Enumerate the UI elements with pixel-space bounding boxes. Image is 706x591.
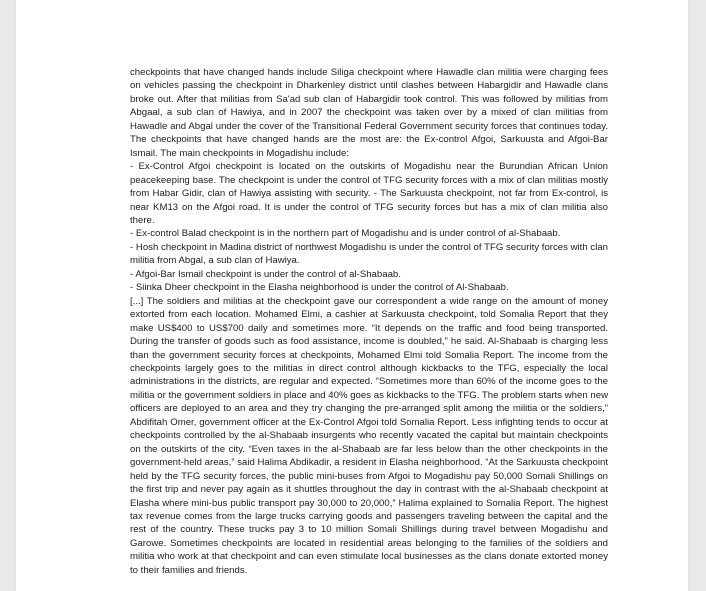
document-page bbox=[16, 0, 688, 591]
paragraph-siinka-dheer: - Siinka Dheer checkpoint in the Elasha neighborhood is under the control of Al-Shabaab. bbox=[130, 282, 509, 294]
paragraph-afgoi-bar-ismail: - Afgoi-Bar Ismail checkpoint is under the control of al-Shabaab. bbox=[130, 268, 401, 280]
paragraph-checkpoint-history: checkpoints that have changed hands include Siliga checkpoint where Hawadle clan militia were charging fees on vehicles passing the checkpoint in Dharkenley district until clashes between Habargidir and Hawadle clans broke out. After that militias from Sa'ad sub clan of Habargidir took control. This was followed by militias from Abgaal, a sub clan of Hawiya, and in 2007 the checkpoint was taken over by a mixed of clan militias from Hawadle and Abgal under the cover of the Transitional Federal Government security forces that continues today. The checkpoints that have changed hands are the most are: the Ex-control Afgoi, Sarkuusta and Afgoi-Bar Ismail. The main checkpoints in Mogadishu include: bbox=[130, 67, 608, 159]
paragraph-hosh-checkpoint: - Hosh checkpoint in Madina district of northwest Mogadishu is under the control of TFG security forces with clan militia from Abgal, a sub clan of Hawiya. bbox=[130, 241, 608, 267]
paragraph-ex-control-afgoi: - Ex-Control Afgoi checkpoint is located on the outskirts of Mogadishu near the Burundian African Union peacekeeping base. The checkpoint is under the control of TFG security forces with a mix of clan militias mostly from Habar Gidir, clan of Hawiya assisting with security. - The Sarkuusta checkpoint, not far from Ex-control, is near KM13 on the Afgoi road. It is under the control of TFG security forces but has a mix of clan militia also there. bbox=[130, 161, 608, 226]
paragraph-extortion-report: [...] The soldiers and militias at the checkpoint gave our correspondent a wide range on the amount of money extorted from each location. Mohamed Elmi, a cashier at Sarkuusta checkpoint, told Somalia Report that they make US$400 to US$700 daily and sometimes more. “It depends on the traffic and food being transported. During the transfer of goods such as food assistance, income is doubled,” he said. Al-Shabaab is charging less than the government security forces at checkpoints, Mohamed Elmi told Somalia Report. The income from the checkpoints largely goes to the militias in direct control although kickbacks to the TFG, especially the local administrations in the districts, are regular and expected. “Sometimes more than 60% of the income goes to the militia or the government soldiers in place and 40% goes as kickbacks to the TFG. The problem starts when new officers are deployed to an area and they try changing the pre-arranged split among the militia or the soldiers,” Abdifitah Omer, government officer at the Ex-Control Afgoi told Somalia Report. Less infighting tends to occur at checkpoints controlled by the al-Shabaab insurgents who recently vacated the capital but maintain checkpoints on the outskirts of the city. “Even taxes in the al-Shabaab are far less below than the other checkpoints in the government-held areas,” said Halima Abdikadir, a resident in Elasha neighborhood. “At the Sarkuusta checkpoint held by the TFG security forces, the public mini-buses from Afgoi to Mogadishu pay 50,000 Somali Shillings on the first trip and never pay again as it shuttles throughout the day in contrast with the al-Shabaab checkpoint at Elasha where mini-bus public transport pay 30,000 to 20,000,” Halima explained to Somalia Report. The highest tax revenue comes from the large trucks carrying goods and passengers traveling between the capital and the rest of the country. These trucks pay 3 to 10 million Somali Shillings during travel between Mogadishu and Garowe. Sometimes checkpoints are located in residential areas belonging to the families of the soldiers and militia who work at that checkpoint and can even stimulate local businesses as the clans donate extorted money to their families and friends. bbox=[130, 295, 608, 576]
paragraph-ex-control-balad: - Ex-control Balad checkpoint is in the northern part of Mogadishu and is under control of al-Shabaab. bbox=[130, 228, 561, 240]
document-body bbox=[130, 66, 608, 577]
